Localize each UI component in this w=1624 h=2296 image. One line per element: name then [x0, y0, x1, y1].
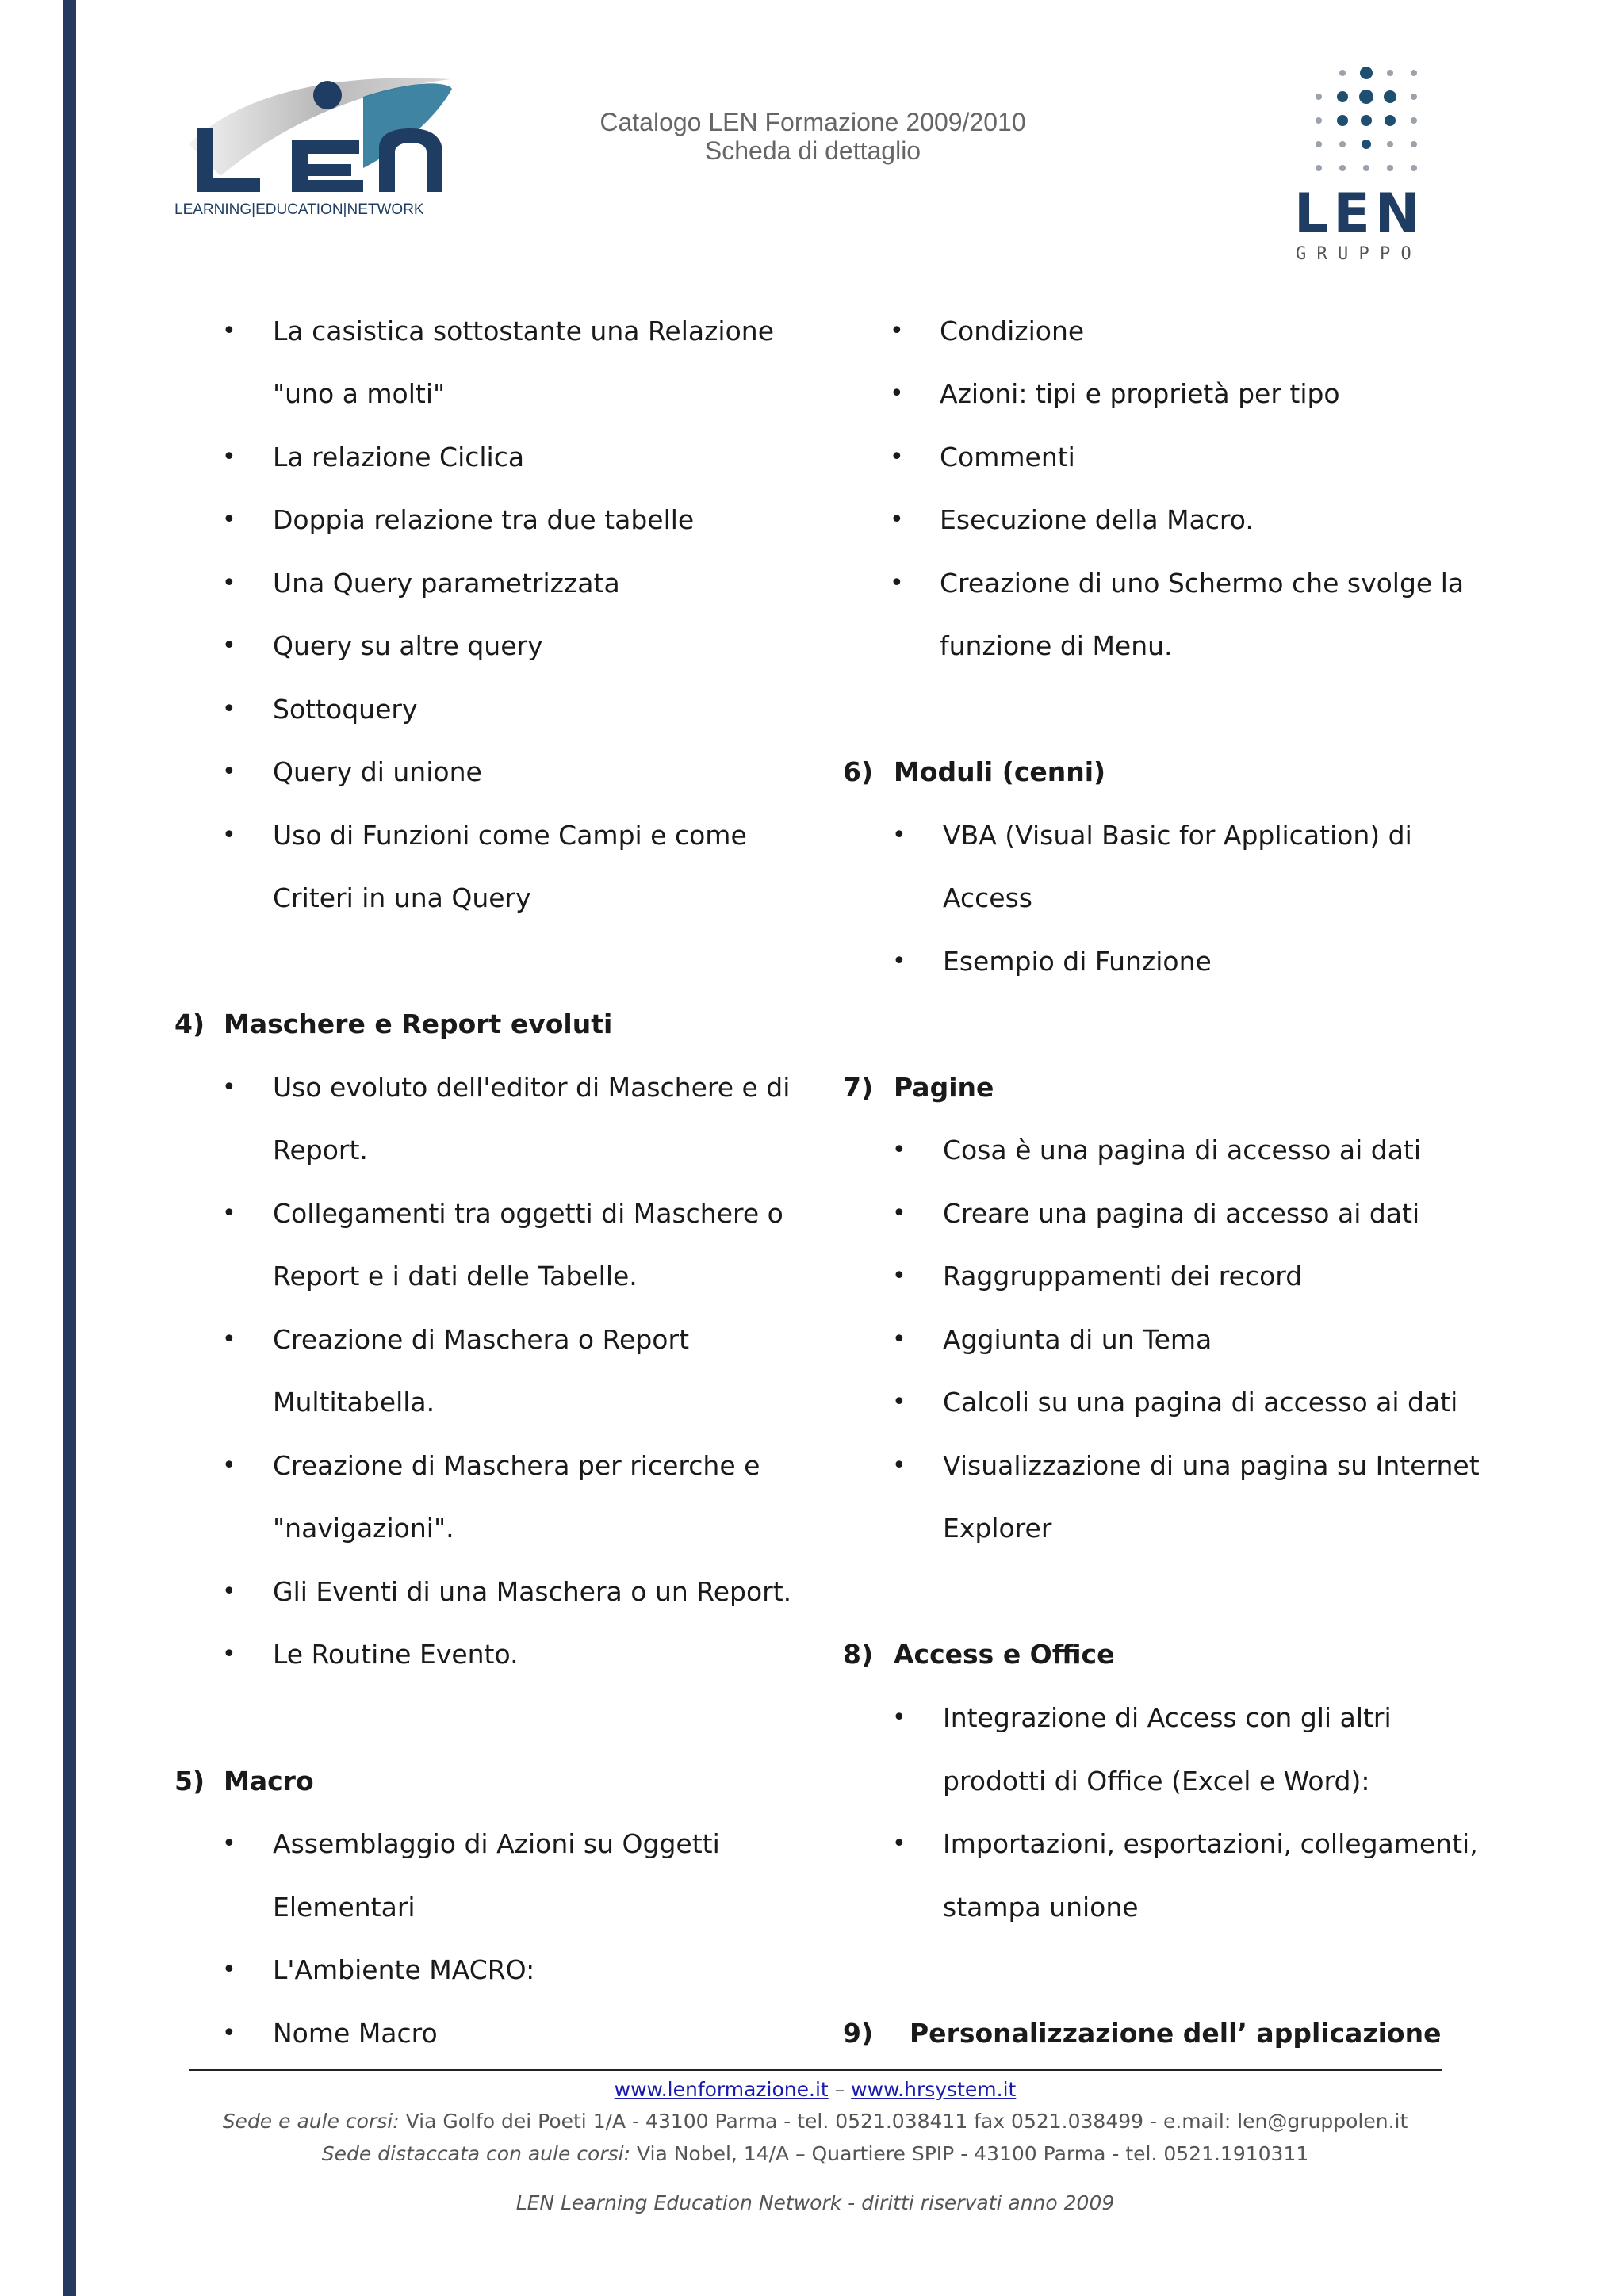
list-item-continuation: stampa unione — [943, 1892, 1139, 1923]
section-number: 7) — [843, 1072, 874, 1103]
bullet-icon: • — [222, 569, 236, 597]
list-item: Creazione di Maschera o Report — [273, 1324, 690, 1355]
section-title: Pagine — [894, 1072, 994, 1103]
list-item: Le Routine Evento. — [273, 1639, 519, 1670]
bullet-icon: • — [222, 506, 236, 534]
section-title: Access e Office — [894, 1639, 1115, 1670]
bullet-icon: • — [892, 1830, 906, 1858]
bullet-icon: • — [890, 569, 904, 597]
link-separator: – — [828, 2078, 852, 2101]
len-logo — [173, 73, 458, 224]
list-item: Doppia relazione tra due tabelle — [273, 504, 695, 535]
list-item: Gli Eventi di una Maschera o un Report. — [273, 1576, 792, 1607]
dot-grid-graphic — [1291, 65, 1473, 263]
bullet-icon: • — [222, 821, 236, 849]
list-item: L'Ambiente MACRO: — [273, 1954, 535, 1985]
bullet-icon: • — [892, 1200, 906, 1227]
hrsystem-link[interactable]: www.hrsystem.it — [851, 2078, 1017, 2101]
branch-label: Sede distaccata con aule corsi: — [321, 2142, 631, 2165]
section-title: Macro — [224, 1766, 314, 1797]
bullet-icon: • — [890, 317, 904, 345]
list-item-continuation: "uno a molti" — [273, 378, 446, 409]
list-item: Calcoli su una pagina di accesso ai dati — [943, 1387, 1458, 1418]
branch-text: Via Nobel, 14/A – Quartiere SPIP - 43100 Parma - tel. 0521.1910311 — [630, 2142, 1309, 2165]
list-item: Condizione — [940, 316, 1085, 346]
bullet-icon: • — [890, 506, 904, 534]
list-item: Query di unione — [273, 756, 482, 787]
list-item-continuation: Report. — [273, 1135, 368, 1165]
section-number: 9) — [843, 2018, 874, 2049]
bullet-icon: • — [890, 443, 904, 471]
header-title-block — [555, 108, 1071, 165]
list-item-continuation: "navigazioni". — [273, 1513, 454, 1544]
len-gruppo-logo — [1291, 65, 1473, 263]
section-number: 4) — [174, 1008, 205, 1039]
bullet-icon: • — [222, 317, 236, 345]
section-title: Moduli (cenni) — [894, 756, 1106, 787]
bullet-icon: • — [892, 1136, 906, 1164]
list-item: Sottoquery — [273, 694, 418, 725]
list-item-continuation: Report e i dati delle Tabelle. — [273, 1261, 638, 1292]
bullet-icon: • — [892, 1452, 906, 1479]
list-item-continuation: Explorer — [943, 1513, 1052, 1544]
bullet-icon: • — [890, 380, 904, 408]
footer-links — [189, 2077, 1442, 2103]
footer-branch-address — [189, 2141, 1442, 2167]
list-item: La relazione Ciclica — [273, 442, 525, 473]
bullet-icon: • — [222, 695, 236, 723]
list-item — [273, 316, 775, 347]
bullet-icon: • — [222, 1326, 236, 1353]
lenformazione-link[interactable]: www.lenformazione.it — [614, 2078, 829, 2101]
list-item: Azioni: tipi e proprietà per tipo — [940, 378, 1340, 409]
address-label: Sede e aule corsi: — [222, 2110, 400, 2133]
footer-address — [189, 2109, 1442, 2134]
list-item: Uso evoluto dell'editor di Maschere e di — [273, 1072, 791, 1103]
svg-text:LEN: LEN — [1294, 182, 1425, 245]
bullet-icon: • — [222, 443, 236, 471]
list-item: Collegamenti tra oggetti di Maschere o — [273, 1198, 783, 1229]
list-item: Importazioni, esportazioni, collegamenti, — [943, 1828, 1478, 1859]
footer-divider — [189, 2069, 1442, 2071]
list-item: Creazione di Maschera per ricerche e — [273, 1450, 760, 1481]
bullet-icon: • — [222, 1830, 236, 1858]
list-item: Cosa è una pagina di accesso ai dati — [943, 1135, 1422, 1165]
section-title: Personalizzazione dell’ applicazione — [910, 2018, 1442, 2049]
list-item: Esecuzione della Macro. — [940, 504, 1254, 535]
list-item-text: La casistica sottostante una Relazione — [273, 316, 775, 346]
bullet-icon: • — [222, 758, 236, 786]
bullet-icon: • — [222, 1640, 236, 1668]
list-item: Esempio di Funzione — [943, 946, 1212, 977]
list-item-continuation: Criteri in una Query — [273, 882, 531, 913]
footer-copyright — [189, 2191, 1442, 2216]
copyright-text: LEN Learning Education Network - diritti riservati anno 2009 — [515, 2191, 1115, 2214]
bullet-icon: • — [892, 821, 906, 849]
list-item: Raggruppamenti dei record — [943, 1261, 1303, 1292]
list-item: VBA (Visual Basic for Application) di — [943, 820, 1412, 851]
list-item: Aggiunta di un Tema — [943, 1324, 1212, 1355]
catalog-subtitle: Scheda di dettaglio — [704, 136, 921, 165]
bullet-icon: • — [222, 1452, 236, 1479]
list-item: Uso di Funzioni come Campi e come — [273, 820, 747, 851]
list-item: Creazione di uno Schermo che svolge la — [940, 568, 1465, 599]
bullet-icon: • — [222, 2019, 236, 2047]
svg-text:G R U P P O: G R U P P O — [1296, 244, 1411, 263]
list-item: Nome Macro — [273, 2018, 438, 2049]
bullet-icon: • — [892, 1388, 906, 1416]
bullet-icon: • — [892, 947, 906, 975]
address-text: Via Golfo dei Poeti 1/A - 43100 Parma - tel. 0521.038411 fax 0521.038499 - e.mail: len@gruppolen.it — [399, 2110, 1408, 2133]
bullet-icon: • — [222, 1200, 236, 1227]
section-number: 6) — [843, 756, 874, 787]
list-item: Assemblaggio di Azioni su Oggetti — [273, 1828, 720, 1859]
bullet-icon: • — [222, 632, 236, 660]
list-item-continuation: Multitabella. — [273, 1387, 435, 1418]
catalog-title: Catalogo LEN Formazione 2009/2010 — [599, 108, 1026, 136]
section-title: Maschere e Report evoluti — [224, 1008, 613, 1039]
bullet-icon: • — [222, 1073, 236, 1101]
bullet-icon: • — [222, 1956, 236, 1984]
list-item: Integrazione di Access con gli altri — [943, 1702, 1392, 1733]
bullet-icon: • — [892, 1326, 906, 1353]
list-item: Creare una pagina di accesso ai dati — [943, 1198, 1420, 1229]
bullet-icon: • — [892, 1262, 906, 1290]
list-item: Commenti — [940, 442, 1075, 473]
list-item-continuation: prodotti di Office (Excel e Word): — [943, 1766, 1370, 1797]
list-item: Visualizzazione di una pagina su Internet — [943, 1450, 1480, 1481]
bullet-icon: • — [222, 1578, 236, 1605]
list-item-continuation: Access — [943, 882, 1032, 913]
section-number: 5) — [174, 1766, 205, 1797]
list-item-continuation: Elementari — [273, 1892, 416, 1923]
section-number: 8) — [843, 1639, 874, 1670]
list-item: Query su altre query — [273, 630, 543, 661]
list-item: Una Query parametrizzata — [273, 568, 620, 599]
svg-text:LEARNING|EDUCATION|NETWORK: LEARNING|EDUCATION|NETWORK — [174, 201, 424, 218]
len-logo-graphic — [173, 73, 458, 224]
list-item-continuation: funzione di Menu. — [940, 630, 1173, 661]
left-margin-bar — [63, 0, 76, 2296]
bullet-icon: • — [892, 1704, 906, 1732]
